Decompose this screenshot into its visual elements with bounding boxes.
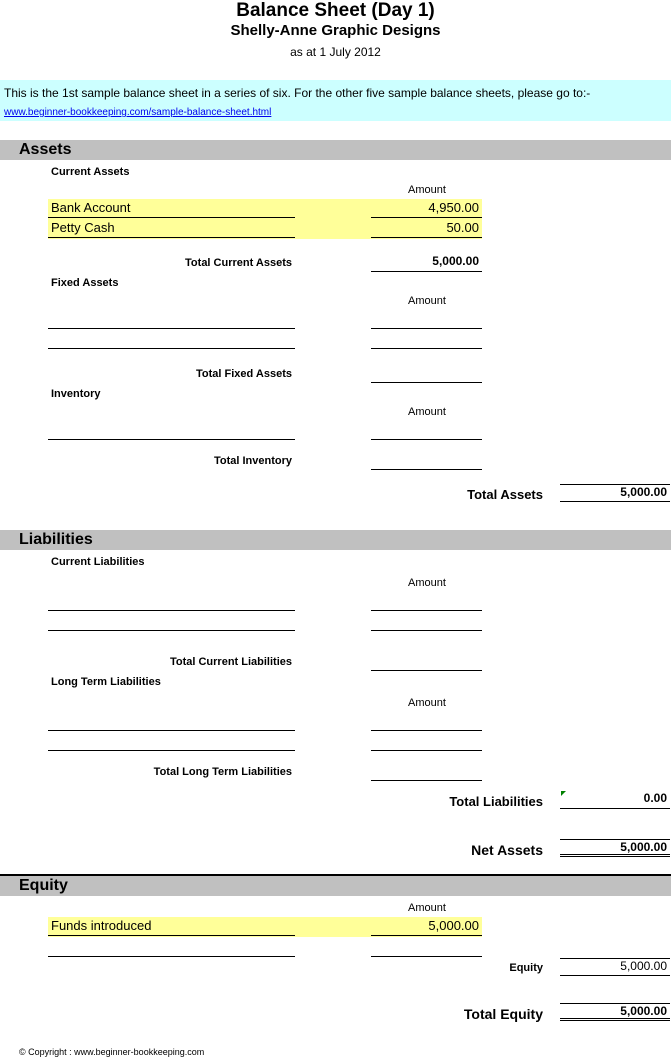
total-long-term-liabilities-label: Total Long Term Liabilities [153,766,292,778]
total-liabilities-label: Total Liabilities [449,794,543,809]
total-assets-label: Total Assets [467,487,543,502]
total-assets-value: 5,000.00 [560,484,670,502]
amount-header: Amount [408,184,446,196]
net-assets-label: Net Assets [471,842,543,858]
current-liability-row-line [48,592,295,611]
total-equity-label: Total Equity [463,1006,543,1022]
assets-section-bar [0,140,671,160]
current-liability-amount-line [371,612,482,631]
inventory-amount-line [371,421,482,440]
equity-amount-line [371,938,482,957]
total-current-assets-value: 5,000.00 [371,254,482,272]
total-long-term-liabilities-line [371,762,482,781]
fixed-asset-amount-line [371,330,482,349]
total-equity-value: 5,000.00 [560,1003,670,1021]
fixed-assets-label: Fixed Assets [51,277,119,289]
amount-header: Amount [408,697,446,709]
total-current-liabilities-line [371,652,482,671]
total-liabilities-value: 0.00 [560,791,670,809]
asset-item-amount: 50.00 [371,220,482,238]
equity-item-name: Funds introduced [48,918,295,936]
current-assets-label: Current Assets [51,166,130,178]
liabilities-heading: Liabilities [19,531,93,548]
long-term-liability-amount-line [371,712,482,731]
current-liability-amount-line [371,592,482,611]
amount-header: Amount [408,295,446,307]
current-liability-row-line [48,612,295,631]
equity-row-line [48,938,295,957]
amount-header: Amount [408,577,446,589]
equity-section-bar [0,876,671,896]
total-fixed-assets-line [371,364,482,383]
liabilities-section-bar [0,530,671,550]
assets-heading: Assets [19,141,72,158]
inventory-row-line [48,421,295,440]
total-fixed-assets-label: Total Fixed Assets [196,368,292,380]
long-term-liability-amount-line [371,732,482,751]
long-term-liability-row-line [48,732,295,751]
net-assets-value: 5,000.00 [560,839,670,857]
equity-subtotal-value: 5,000.00 [560,958,670,976]
current-liabilities-label: Current Liabilities [51,556,145,568]
equity-heading: Equity [19,877,68,894]
equity-subtotal-label: Equity [509,962,543,974]
intro-text: This is the 1st sample balance sheet in a series of six. For the other five sample balance sheets, please go to:- [4,86,591,100]
amount-header: Amount [408,902,446,914]
fixed-asset-row-line [48,310,295,329]
fixed-asset-row-line [48,330,295,349]
company-name: Shelly-Anne Graphic Designs [230,22,441,39]
inventory-label: Inventory [51,388,101,400]
asset-item-name: Petty Cash [48,220,295,238]
asset-item-amount: 4,950.00 [371,200,482,218]
total-inventory-label: Total Inventory [213,455,292,467]
fixed-asset-amount-line [371,310,482,329]
long-term-liability-row-line [48,712,295,731]
sample-balance-sheet-link[interactable]: www.beginner-bookkeeping.com/sample-balance-sheet.html [4,107,272,118]
total-inventory-line [371,451,482,470]
total-current-assets-label: Total Current Assets [185,257,292,269]
equity-item-amount: 5,000.00 [371,918,482,936]
report-date: as at 1 July 2012 [290,45,381,59]
page-title: Balance Sheet (Day 1) [236,0,435,21]
asset-item-name: Bank Account [48,200,295,218]
copyright-footer: © Copyright : www.beginner-bookkeeping.com [19,1047,205,1057]
long-term-liabilities-label: Long Term Liabilities [51,676,161,688]
total-current-liabilities-label: Total Current Liabilities [169,656,292,668]
amount-header: Amount [408,406,446,418]
